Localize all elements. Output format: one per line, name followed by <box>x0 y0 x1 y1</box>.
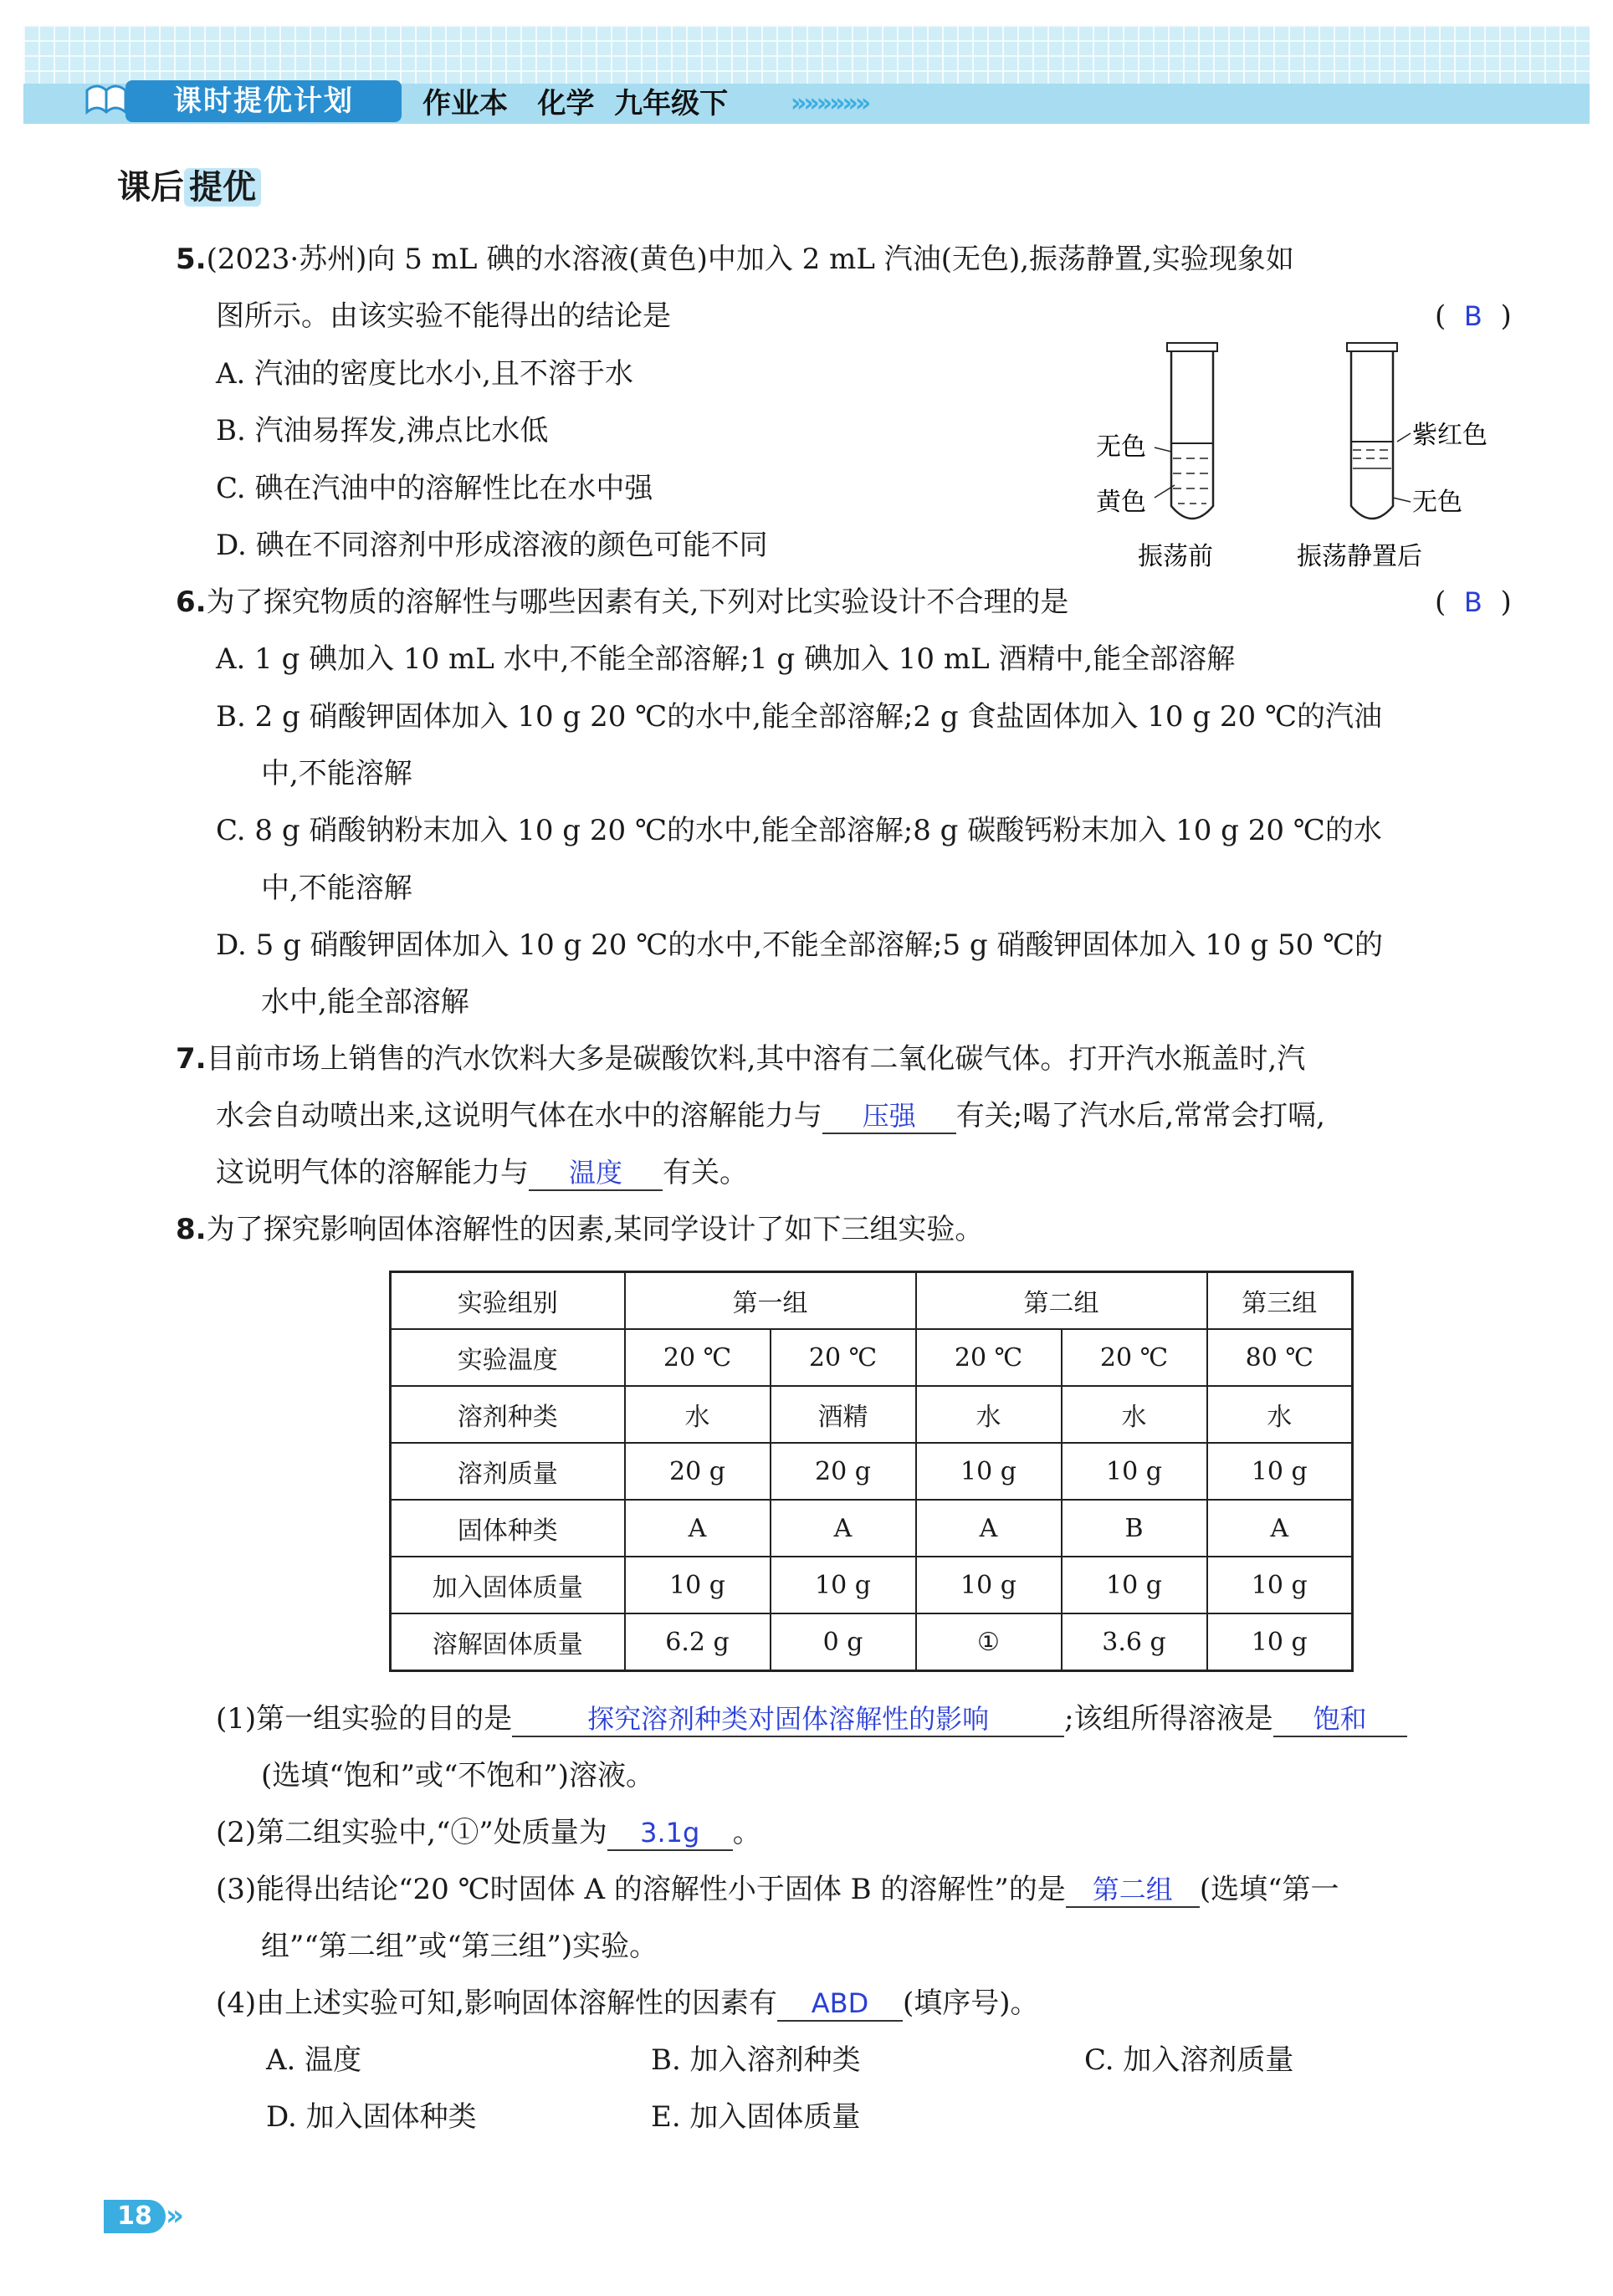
table-cell: ① <box>916 1613 1062 1671</box>
q8-sub4-text-a: (4)由上述实验可知,影响固体溶解性的因素有 <box>216 1987 777 2020</box>
q8-sub4-blank: ABD <box>777 1987 903 2022</box>
q8-sub2-blank: 3.1g <box>607 1816 733 1851</box>
q8-sub3-text-a: (3)能得出结论“20 ℃时固体 A 的溶解性小于固体 B 的溶解性”的是 <box>216 1873 1066 1906</box>
q5-answer-paren: ( B ) <box>1435 299 1512 333</box>
table-header-cell: 第三组 <box>1207 1272 1353 1330</box>
table-cell: 水 <box>1062 1386 1207 1443</box>
q8-sub3-text-b: (选填“第一 <box>1199 1873 1339 1906</box>
q5-number: 5. <box>176 243 207 276</box>
table-cell: 10 g <box>625 1557 771 1613</box>
section-highlight: 提优 <box>184 168 261 207</box>
q6-option-b: B. 2 g 硝酸钾固体加入 10 g 20 ℃的水中,能全部溶解;2 g 食盐固体加入 10 g 20 ℃的汽油 <box>216 700 1382 734</box>
q8-stem: 为了探究影响固体溶解性的因素,某同学设计了如下三组实验。 <box>206 1213 984 1246</box>
header-arrows-icon: »»»»»» <box>791 89 868 118</box>
caption-before: 振荡前 <box>1138 542 1213 571</box>
page-number: 18 <box>104 2200 166 2233</box>
test-tube-figure <box>1088 335 1489 586</box>
q6-answer: B <box>1463 586 1482 618</box>
q7-line1 <box>176 1040 1305 1078</box>
q8-choice-c: C. 加入溶剂质量 <box>1084 2043 1294 2077</box>
q7-text-3b: 有关。 <box>663 1156 748 1189</box>
tube-before <box>1155 343 1217 519</box>
q7-number: 7. <box>176 1042 207 1076</box>
table-cell: 酒精 <box>771 1386 916 1443</box>
table-cell: 溶剂质量 <box>391 1443 625 1500</box>
q8-choice-a: A. 温度 <box>266 2043 362 2077</box>
q8-sub1-text-a: (1)第一组实验的目的是 <box>216 1702 513 1736</box>
q5-stem-line2: 图所示。由该实验不能得出的结论是 <box>216 299 671 333</box>
table-cell: 10 g <box>1207 1613 1353 1671</box>
table-cell: 10 g <box>771 1557 916 1613</box>
q8-sub1-blank-purpose: 探究溶剂种类对固体溶解性的影响 <box>512 1702 1064 1737</box>
table-cell: 20 ℃ <box>916 1329 1062 1386</box>
section-prefix: 课后 <box>117 168 184 207</box>
q6-stem-line <box>176 583 1068 621</box>
table-cell: 80 ℃ <box>1207 1329 1353 1386</box>
q6-option-c-cont: 中,不能溶解 <box>261 872 412 905</box>
table-cell: 20 g <box>625 1443 771 1500</box>
table-row <box>391 1613 1353 1671</box>
table-cell: 10 g <box>1062 1557 1207 1613</box>
q5-option-b: B. 汽油易挥发,沸点比水低 <box>216 414 549 447</box>
table-header-cell: 实验组别 <box>391 1272 625 1330</box>
q5-stem-line1: (2023·苏州)向 5 mL 碘的水溶液(黄色)中加入 2 mL 汽油(无色),振荡静置,实验现象如 <box>206 243 1294 276</box>
q8-choice-b: B. 加入溶剂种类 <box>651 2043 861 2077</box>
q5-option-d: D. 碘在不同溶剂中形成溶液的颜色可能不同 <box>216 529 768 562</box>
table-cell: 6.2 g <box>625 1613 771 1671</box>
q8-sub4-line <box>216 1984 1039 2022</box>
q7-text-2a: 水会自动喷出来,这说明气体在水中的溶解能力与 <box>216 1099 822 1133</box>
q6-option-c: C. 8 g 硝酸钠粉末加入 10 g 20 ℃的水中,能全部溶解;8 g 碳酸钙粉末加入 10 g 20 ℃的水 <box>216 814 1382 847</box>
label-colorless-after: 无色 <box>1412 488 1462 517</box>
experiment-table <box>389 1271 1354 1672</box>
table-cell: 3.6 g <box>1062 1613 1207 1671</box>
table-cell: 溶解固体质量 <box>391 1613 625 1671</box>
table-row <box>391 1329 1353 1386</box>
q8-sub2-text-b: 。 <box>732 1816 761 1849</box>
q6-option-a: A. 1 g 碘加入 10 mL 水中,不能全部溶解;1 g 碘加入 10 mL 酒精中,能全部溶解 <box>216 642 1236 676</box>
table-cell: 20 ℃ <box>625 1329 771 1386</box>
table-cell: 水 <box>1207 1386 1353 1443</box>
table-cell: 10 g <box>916 1443 1062 1500</box>
section-heading <box>117 164 261 211</box>
q5-option-c: C. 碘在汽油中的溶解性比在水中强 <box>216 472 653 505</box>
q5-option-a: A. 汽油的密度比水小,且不溶于水 <box>216 357 633 391</box>
q6-option-b-cont: 中,不能溶解 <box>261 757 412 790</box>
table-cell: B <box>1062 1500 1207 1557</box>
table-row <box>391 1386 1353 1443</box>
q8-choice-e: E. 加入固体质量 <box>651 2100 861 2134</box>
table-row <box>391 1500 1353 1557</box>
table-cell: 10 g <box>1207 1443 1353 1500</box>
q6-option-d: D. 5 g 硝酸钾固体加入 10 g 20 ℃的水中,不能全部溶解;5 g 硝酸钾固体加入 10 g 50 ℃的 <box>216 928 1384 962</box>
q6-number: 6. <box>176 586 207 619</box>
q8-sub3-cont: 组”“第二组”或“第三组”)实验。 <box>261 1930 658 1963</box>
q8-stem-line <box>176 1210 983 1249</box>
table-header-cell: 第一组 <box>625 1272 916 1330</box>
q7-line3 <box>216 1153 748 1192</box>
table-cell: 水 <box>625 1386 771 1443</box>
q7-stem-line1: 目前市场上销售的汽水饮料大多是碳酸饮料,其中溶有二氧化碳气体。打开汽水瓶盖时,汽 <box>206 1042 1306 1076</box>
header-title: 作业本 化学 九年级下 <box>422 87 729 120</box>
table-cell: 实验温度 <box>391 1329 625 1386</box>
q6-option-d-cont: 水中,能全部溶解 <box>261 985 469 1019</box>
table-cell: 20 ℃ <box>771 1329 916 1386</box>
q8-sub2-line <box>216 1813 761 1852</box>
q8-sub2-text-a: (2)第二组实验中,“①”处质量为 <box>216 1816 607 1849</box>
q8-choice-d: D. 加入固体种类 <box>266 2100 477 2134</box>
page-arrow-icon: » <box>166 2199 184 2232</box>
q8-number: 8. <box>176 1213 207 1246</box>
q5-line1 <box>176 240 1294 279</box>
q8-sub1-blank-saturation: 饱和 <box>1273 1702 1407 1737</box>
table-header-row <box>391 1272 1353 1330</box>
q8-sub3-line <box>216 1870 1339 1909</box>
q7-line2 <box>216 1097 1325 1135</box>
q6-answer-paren: ( B ) <box>1435 586 1512 619</box>
q6-stem: 为了探究物质的溶解性与哪些因素有关,下列对比实验设计不合理的是 <box>206 586 1069 619</box>
label-purple-after: 紫红色 <box>1412 421 1488 450</box>
q8-sub1-cont: (选填“饱和”或“不饱和”)溶液。 <box>261 1759 655 1792</box>
table-cell: 20 ℃ <box>1062 1329 1207 1386</box>
q8-sub1-line <box>216 1700 1407 1738</box>
book-icon <box>84 79 129 124</box>
q8-sub4-text-b: (填序号)。 <box>902 1987 1039 2020</box>
brand-logo: 课时提优计划 <box>125 80 402 122</box>
table-row <box>391 1443 1353 1500</box>
q7-text-2b: 有关;喝了汽水后,常常会打嗝, <box>955 1099 1325 1133</box>
q7-text-3a: 这说明气体的溶解能力与 <box>216 1156 529 1189</box>
table-cell: 水 <box>916 1386 1062 1443</box>
table-cell: 20 g <box>771 1443 916 1500</box>
q8-sub1-text-b: ;该组所得溶液是 <box>1064 1702 1273 1736</box>
table-cell: 10 g <box>1062 1443 1207 1500</box>
label-yellow-before: 黄色 <box>1096 488 1146 517</box>
tube-after <box>1347 343 1411 519</box>
table-cell: 10 g <box>916 1557 1062 1613</box>
caption-after: 振荡静置后 <box>1297 542 1422 571</box>
q8-sub3-blank: 第二组 <box>1066 1873 1200 1908</box>
table-cell: 10 g <box>1207 1557 1353 1613</box>
table-row <box>391 1557 1353 1613</box>
table-cell: 固体种类 <box>391 1500 625 1557</box>
table-cell: 0 g <box>771 1613 916 1671</box>
label-colorless-before: 无色 <box>1096 432 1146 462</box>
q5-answer: B <box>1463 300 1482 332</box>
table-header-cell: 第二组 <box>916 1272 1207 1330</box>
table-cell: 溶剂种类 <box>391 1386 625 1443</box>
q7-blank-temperature: 温度 <box>529 1156 663 1191</box>
q7-blank-pressure: 压强 <box>822 1099 956 1134</box>
table-cell: A <box>1207 1500 1353 1557</box>
table-cell: 加入固体质量 <box>391 1557 625 1613</box>
table-cell: A <box>916 1500 1062 1557</box>
table-cell: A <box>625 1500 771 1557</box>
table-cell: A <box>771 1500 916 1557</box>
